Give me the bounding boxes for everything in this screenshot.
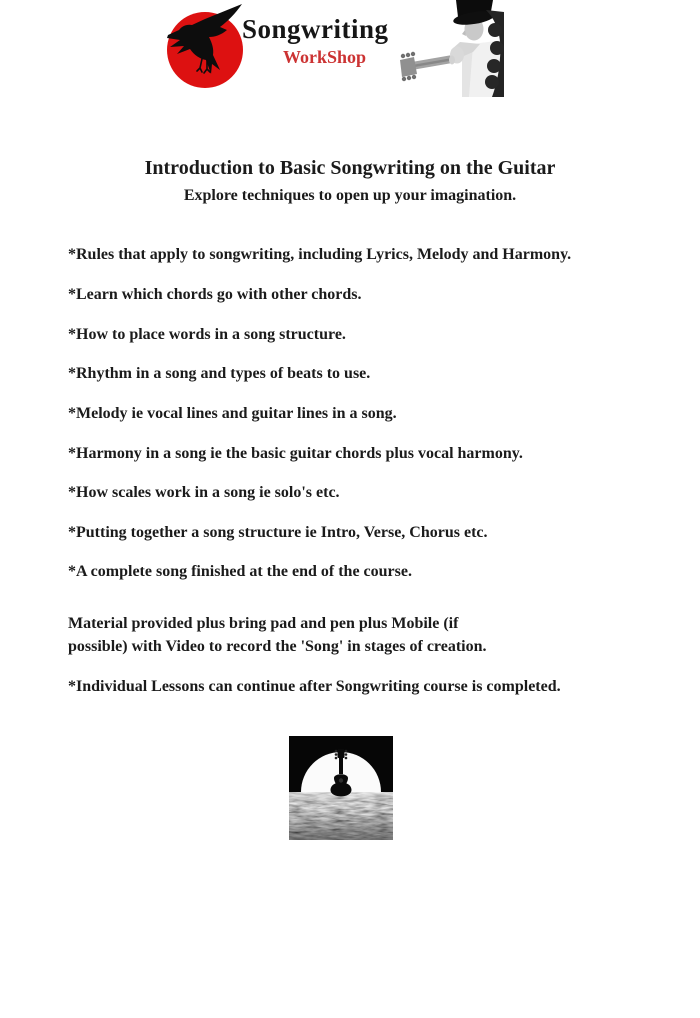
materials-note [68, 612, 487, 658]
bullet-item-rhythm: *Rhythm in a song and types of beats to use. [68, 365, 371, 382]
bullet-item-rules: *Rules that apply to songwriting, including Lyrics, Melody and Harmony. [68, 246, 572, 263]
materials-note-line-1: Material provided plus bring pad and pen plus Mobile (if [68, 615, 459, 632]
crow-logo-icon [155, 2, 255, 92]
brand-subtitle: WorkShop [283, 47, 367, 67]
guitar-moon-sea-image [289, 736, 393, 840]
closing-line: *Individual Lessons can continue after Songwriting course is completed. [68, 678, 561, 695]
brand-title: Songwriting [242, 14, 389, 44]
bullet-item-harmony: *Harmony in a song ie the basic guitar chords plus vocal harmony. [68, 445, 523, 462]
materials-note-line-2: possible) with Video to record the 'Song' in stages of creation. [68, 638, 487, 655]
bullet-item-complete-song: *A complete song finished at the end of the course. [68, 563, 412, 580]
bullet-item-scales: *How scales work in a song ie solo's etc. [68, 484, 340, 501]
document-title: Introduction to Basic Songwriting on the Guitar [144, 157, 556, 179]
guitarist-photo [400, 0, 504, 97]
bullet-item-chords: *Learn which chords go with other chords. [68, 286, 362, 303]
bullet-item-structure: *Putting together a song structure ie Intro, Verse, Chorus etc. [68, 524, 488, 541]
bullet-item-melody: *Melody ie vocal lines and guitar lines in a song. [68, 405, 397, 422]
document-subtitle: Explore techniques to open up your imagination. [183, 187, 517, 204]
bullet-item-words: *How to place words in a song structure. [68, 326, 346, 343]
